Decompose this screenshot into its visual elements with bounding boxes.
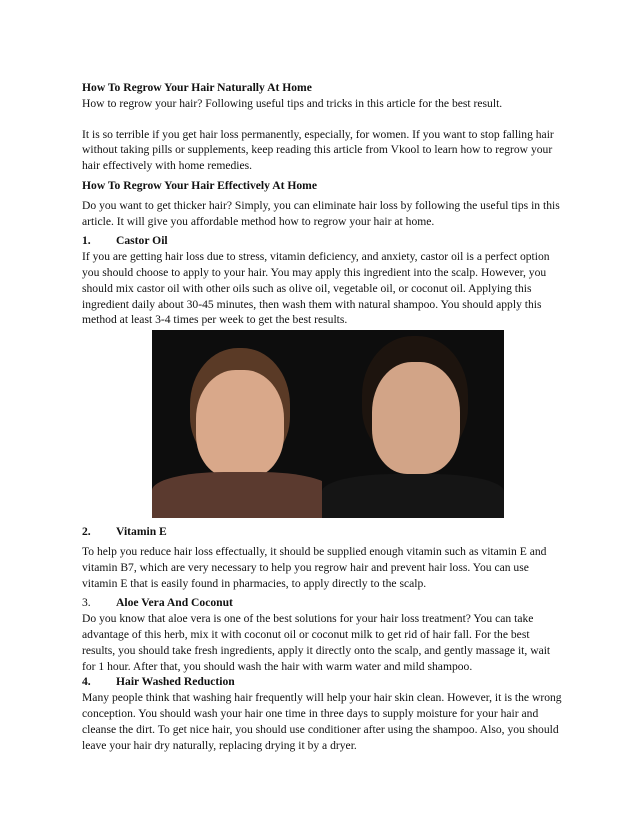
section-2-title: Vitamin E bbox=[116, 525, 167, 539]
paragraph-1: It is so terrible if you get hair loss permanently, especially, for women. If you want to stop falling hair without taking pills or supplements, keep reading this article from Vkool to learn how to regrow your hair effectively with home remedies. bbox=[82, 127, 554, 173]
section-2-heading bbox=[82, 524, 564, 540]
section-3-number: 3. bbox=[82, 596, 91, 610]
section-4-number: 4. bbox=[82, 675, 91, 689]
section-1-heading bbox=[82, 233, 564, 249]
section-1-body: If you are getting hair loss due to stress, vitamin deficiency, and anxiety, castor oil is a perfect option you should choose to apply to your hair. You may apply this ingredient into the scalp. However, you should mix castor oil with other oils such as olive oil, vegetable oil, or coconut oil. Applying this ingredient daily about 30-45 minutes, then wash them with natural shampoo. You should apply this method at least 3-4 times per week to get the best results. bbox=[82, 250, 550, 327]
article-title: How To Regrow Your Hair Naturally At Home bbox=[82, 81, 312, 94]
section-3-body: Do you know that aloe vera is one of the best solutions for your hair loss treatment? You can take advantage of this herb, mix it with coconut oil or coconut milk to get rid of hair fall. For the best results, you should take fresh ingredients, apply it directly onto the scalp, and gently massage it, wait for 1 hour. After that, you should wash the hair with warm water and mild shampoo. bbox=[82, 612, 551, 673]
article-body bbox=[82, 80, 564, 753]
after-photo bbox=[322, 330, 504, 518]
paragraph-2: Do you want to get thicker hair? Simply, you can eliminate hair loss by following the useful tips in this article. It will give you affordable method how to regrow your hair at home. bbox=[82, 198, 560, 228]
before-photo bbox=[152, 330, 332, 518]
section-2-body: To help you reduce hair loss effectually, it should be supplied enough vitamin such as vitamin E and vitamin B7, which are very necessary to help you regrow hair and prevent hair loss. You can use vitamin E that is easily found in pharmacies, to apply directly to the scalp. bbox=[82, 544, 547, 590]
section-3-title: Aloe Vera And Coconut bbox=[116, 596, 233, 610]
section-4-body: Many people think that washing hair frequently will help your hair skin clean. However, it is the wrong conception. You should wash your hair one time in three days to supply moisture for your hair and cleanse the dirt. To get nice hair, you should use conditioner after using the shampoo. Also, you should leave your hair dry naturally, replacing drying it by a dryer. bbox=[82, 691, 562, 752]
section-4-heading bbox=[82, 674, 564, 690]
section-heading: How To Regrow Your Hair Effectively At Home bbox=[82, 178, 317, 192]
section-1-title: Castor Oil bbox=[116, 234, 168, 248]
intro-text: How to regrow your hair? Following useful tips and tricks in this article for the best result. bbox=[82, 96, 503, 110]
section-3-heading bbox=[82, 595, 564, 611]
section-2-number: 2. bbox=[82, 525, 91, 539]
section-1-number: 1. bbox=[82, 234, 91, 248]
section-4-title: Hair Washed Reduction bbox=[116, 675, 235, 689]
before-after-photos bbox=[82, 330, 564, 520]
